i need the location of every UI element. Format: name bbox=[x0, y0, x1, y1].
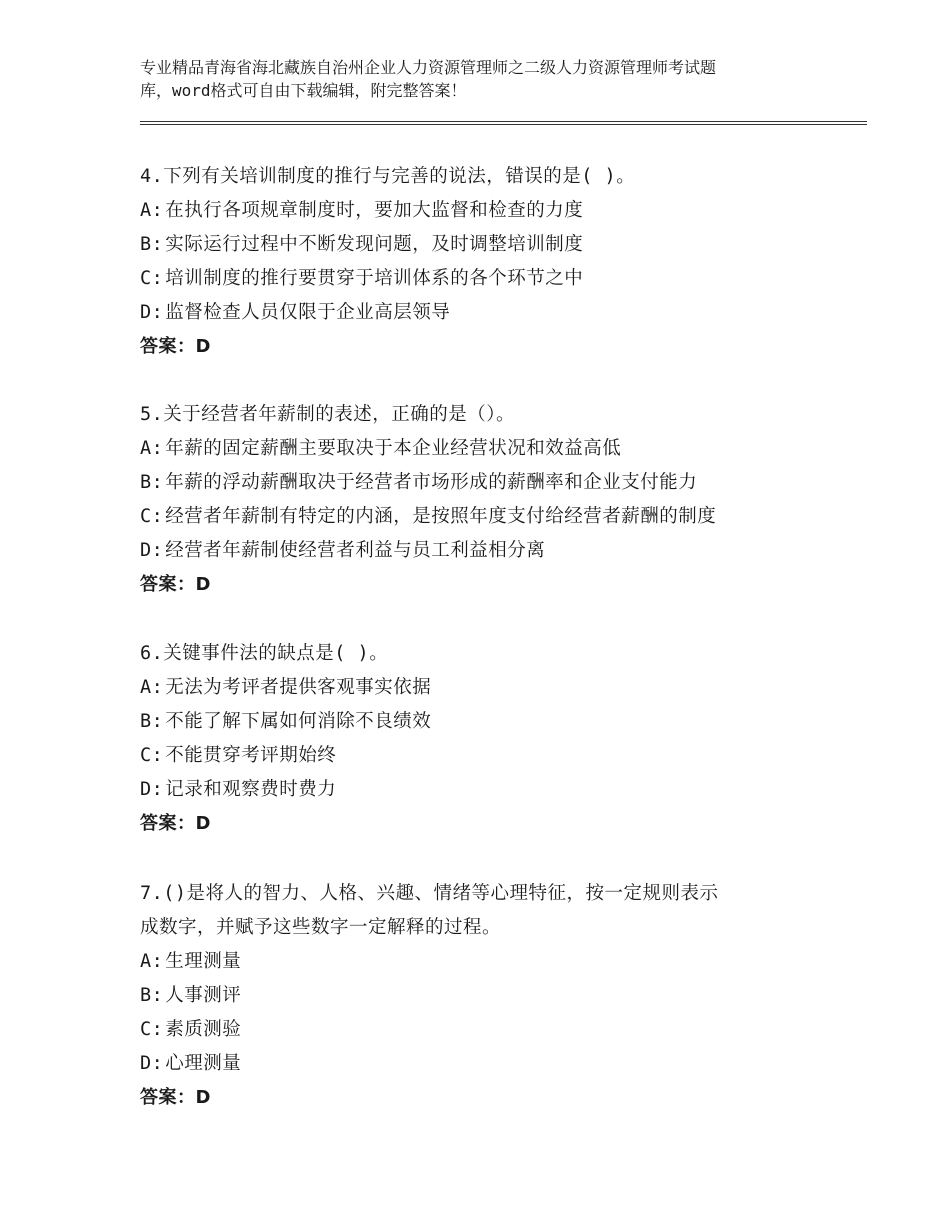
option-text: 人事测评 bbox=[165, 985, 242, 1006]
header-line-2: 库，word格式可自由下载编辑，附完整答案！ bbox=[140, 81, 467, 100]
question-stem: 5.关于经营者年薪制的表述，正确的是（）。 bbox=[140, 404, 516, 425]
option-text: 记录和观察费时费力 bbox=[165, 779, 337, 800]
question-4 bbox=[140, 160, 860, 364]
header-line-1: 专业精品青海省海北藏族自治州企业人力资源管理师之二级人力资源管理师考试题 bbox=[140, 58, 717, 77]
option-text: 不能贯穿考评期始终 bbox=[165, 745, 337, 766]
option-a bbox=[140, 194, 860, 228]
option-c bbox=[140, 1013, 860, 1047]
option-text: 监督检查人员仅限于企业高层领导 bbox=[165, 302, 451, 323]
option-d bbox=[140, 296, 860, 330]
option-letter: C: bbox=[140, 1019, 164, 1040]
option-c bbox=[140, 262, 860, 296]
option-letter: B: bbox=[140, 234, 164, 255]
answer-label: 答案：D bbox=[140, 1087, 211, 1108]
option-letter: A: bbox=[140, 951, 164, 972]
option-letter: A: bbox=[140, 438, 164, 459]
option-d bbox=[140, 534, 860, 568]
question-stem: 4.下列有关培训制度的推行与完善的说法，错误的是( )。 bbox=[140, 166, 636, 187]
option-text: 经营者年薪制使经营者利益与员工利益相分离 bbox=[165, 540, 546, 561]
question-stem-line-2: 成数字，并赋予这些数字一定解释的过程。 bbox=[140, 917, 502, 938]
answer-label: 答案：D bbox=[140, 813, 211, 834]
option-letter: C: bbox=[140, 745, 164, 766]
option-text: 在执行各项规章制度时，要加大监督和检查的力度 bbox=[165, 200, 584, 221]
option-a bbox=[140, 945, 860, 979]
option-a bbox=[140, 432, 860, 466]
option-text: 实际运行过程中不断发现问题，及时调整培训制度 bbox=[165, 234, 584, 255]
option-letter: A: bbox=[140, 677, 164, 698]
option-text: 心理测量 bbox=[165, 1053, 242, 1074]
option-c bbox=[140, 739, 860, 773]
answer-label: 答案：D bbox=[140, 574, 211, 595]
option-letter: B: bbox=[140, 711, 164, 732]
option-d bbox=[140, 1047, 860, 1081]
option-b bbox=[140, 228, 860, 262]
option-a bbox=[140, 671, 860, 705]
option-letter: D: bbox=[140, 779, 164, 800]
question-stem: 6.关键事件法的缺点是( )。 bbox=[140, 643, 389, 664]
option-text: 无法为考评者提供客观事实依据 bbox=[165, 677, 432, 698]
answer-label: 答案：D bbox=[140, 336, 211, 357]
option-letter: B: bbox=[140, 472, 164, 493]
option-b bbox=[140, 705, 860, 739]
option-text: 年薪的固定薪酬主要取决于本企业经营状况和效益高低 bbox=[165, 438, 622, 459]
option-d bbox=[140, 773, 860, 807]
question-6 bbox=[140, 637, 860, 841]
option-text: 经营者年薪制有特定的内涵，是按照年度支付给经营者薪酬的制度 bbox=[165, 506, 717, 527]
option-b bbox=[140, 979, 860, 1013]
header-divider bbox=[140, 121, 867, 125]
question-5 bbox=[140, 398, 860, 602]
option-c bbox=[140, 500, 860, 534]
option-letter: B: bbox=[140, 985, 164, 1006]
option-text: 不能了解下属如何消除不良绩效 bbox=[165, 711, 432, 732]
option-b bbox=[140, 466, 860, 500]
option-letter: D: bbox=[140, 302, 164, 323]
option-text: 年薪的浮动薪酬取决于经营者市场形成的薪酬率和企业支付能力 bbox=[165, 472, 698, 493]
document-header bbox=[140, 56, 840, 102]
option-letter: D: bbox=[140, 540, 164, 561]
option-letter: C: bbox=[140, 268, 164, 289]
option-text: 素质测验 bbox=[165, 1019, 242, 1040]
question-7 bbox=[140, 877, 860, 1115]
option-letter: D: bbox=[140, 1053, 164, 1074]
option-letter: A: bbox=[140, 200, 164, 221]
option-letter: C: bbox=[140, 506, 164, 527]
option-text: 培训制度的推行要贯穿于培训体系的各个环节之中 bbox=[165, 268, 584, 289]
question-stem-line-1: 7.()是将人的智力、人格、兴趣、情绪等心理特征，按一定规则表示 bbox=[140, 883, 719, 904]
option-text: 生理测量 bbox=[165, 951, 242, 972]
